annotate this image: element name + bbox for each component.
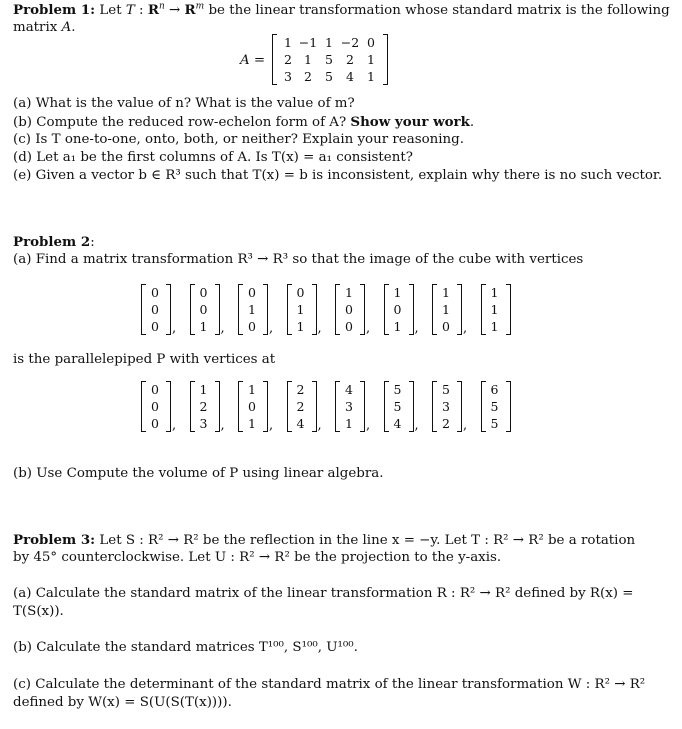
vector-entries — [292, 381, 312, 432]
vector-entries — [389, 381, 409, 432]
vector-entries — [437, 381, 457, 432]
vector-entry: 0 — [151, 285, 159, 300]
part-label: (c) — [13, 132, 36, 147]
vector-entry: 1 — [442, 302, 450, 317]
vector-entry: 0 — [151, 399, 159, 414]
matrix-entry: 1 — [325, 35, 333, 50]
vector-entry: 0 — [248, 399, 256, 414]
vector-entry: 1 — [199, 319, 208, 334]
vector-entry: 0 — [345, 319, 353, 334]
vector-entry: 1 — [296, 319, 305, 334]
vector-entry: 1 — [248, 416, 256, 431]
right-bracket — [409, 284, 414, 335]
matrix-entry: 0 — [367, 35, 375, 50]
vector-entries — [146, 381, 166, 432]
part-text-end: . — [469, 115, 475, 130]
vector-entry: 1 — [393, 285, 402, 300]
matrix-entry: 2 — [304, 69, 312, 84]
vector-entry: 3 — [442, 399, 450, 414]
comma-separator: , — [269, 321, 274, 336]
problem1-Rm: R — [184, 2, 196, 18]
right-bracket — [263, 381, 268, 432]
vector-entry: 0 — [248, 285, 256, 300]
problem1-part — [13, 113, 474, 132]
part-label: (a) — [13, 96, 36, 111]
vector-entries — [195, 381, 215, 432]
problem1-part — [13, 95, 355, 113]
comma-separator: , — [269, 418, 274, 433]
matrix-entry: 4 — [346, 69, 354, 84]
right-bracket — [457, 284, 462, 335]
vertex-vector — [335, 284, 365, 335]
vertex-vector — [141, 381, 171, 432]
problem1-m: m — [195, 1, 205, 12]
comma-separator: , — [317, 418, 322, 433]
problem1-intro-line2 — [13, 19, 76, 37]
vertex-vector — [432, 381, 462, 432]
vertex-vector — [287, 284, 317, 335]
vector-entry: 3 — [345, 399, 353, 414]
problem1-intro-rest: be the linear transformation whose standard matrix is the following — [204, 3, 670, 18]
vector-entry: 0 — [442, 319, 450, 334]
vector-entries — [389, 284, 409, 335]
matrix-entry: 1 — [367, 69, 375, 84]
matrix-entry: 5 — [325, 52, 333, 67]
problem2-image-text: is the parallelepiped P with vertices at — [13, 352, 276, 367]
vector-entry: 0 — [248, 319, 256, 334]
problem2-heading: Problem 2 — [13, 234, 91, 250]
matrix-entry: −2 — [340, 35, 360, 50]
right-bracket — [360, 381, 365, 432]
vector-entries — [243, 381, 263, 432]
problem3-line1-text: Let S : R² → R² be the reflection in the line x = −y. Let T : R² → R² be a rotation — [99, 533, 636, 548]
vector-entry: 0 — [296, 285, 305, 300]
vertex-vector — [141, 284, 171, 335]
right-bracket — [166, 381, 171, 432]
comma-separator: , — [414, 321, 419, 336]
right-bracket — [383, 34, 388, 85]
vertex-vector — [238, 284, 268, 335]
vertex-vector — [384, 284, 414, 335]
problem1-part — [13, 149, 413, 167]
vector-entry: 0 — [151, 302, 159, 317]
problem2-part-b: (b) Use Compute the volume of P using linear algebra. — [13, 466, 384, 481]
comma-separator: , — [220, 321, 225, 336]
vector-entry: 2 — [442, 416, 450, 431]
vector-entry: 5 — [393, 382, 402, 397]
vector-entry: 2 — [296, 399, 305, 414]
right-bracket — [263, 284, 268, 335]
vertex-vector — [384, 381, 414, 432]
vector-entry: 4 — [296, 416, 305, 431]
part-text: Compute the reduced row-echelon form of A? — [36, 115, 351, 130]
matrix-entry: −1 — [298, 35, 318, 50]
problem1-T: T — [125, 3, 135, 18]
vector-entry: 1 — [490, 285, 499, 300]
vector-entry: 1 — [199, 382, 208, 397]
comma-separator: , — [463, 321, 468, 336]
comma-separator: , — [463, 418, 468, 433]
comma-separator: , — [366, 321, 371, 336]
comma-separator: , — [317, 321, 322, 336]
problem1-intro-matrix: matrix — [13, 20, 58, 35]
vertex-vector — [238, 381, 268, 432]
vertex-vector — [190, 284, 220, 335]
vector-entry: 3 — [199, 416, 208, 431]
vector-entries — [340, 381, 360, 432]
part-text-bold: Show your work — [350, 114, 470, 130]
part-label: (d) — [13, 150, 37, 165]
vector-entry: 5 — [442, 382, 450, 397]
problem1-intro-let: Let — [99, 3, 122, 18]
right-bracket — [360, 284, 365, 335]
problem1-part — [13, 131, 464, 149]
problem3-heading: Problem 3: — [13, 532, 96, 548]
comma-separator: , — [220, 418, 225, 433]
matrix-entry: 3 — [284, 69, 292, 84]
vector-entry: 0 — [151, 416, 159, 431]
problem3-line2: by 45° counterclockwise. Let U : R² → R² be the projection to the y-axis. — [13, 550, 502, 565]
vector-entries — [340, 284, 360, 335]
vector-entry: 4 — [393, 416, 402, 431]
vector-entry: 0 — [151, 319, 159, 334]
vector-entry: 4 — [345, 382, 353, 397]
vector-entry: 1 — [442, 285, 450, 300]
vector-entry: 1 — [490, 302, 499, 317]
vector-entries — [486, 284, 506, 335]
vector-entries — [486, 381, 506, 432]
vector-entry: 5 — [490, 399, 499, 414]
comma-separator: , — [172, 321, 177, 336]
problem3-part-a2: T(S(x)). — [13, 604, 64, 619]
problem1-arrow: → — [164, 3, 185, 18]
vector-entry: 1 — [393, 319, 402, 334]
problem1-Rn: R — [147, 2, 159, 18]
vertex-vector — [481, 381, 511, 432]
problem1-n: n — [158, 1, 165, 12]
vector-entries — [292, 284, 312, 335]
vector-entry: 1 — [248, 302, 256, 317]
comma-separator: , — [172, 418, 177, 433]
vector-entry: 0 — [151, 382, 159, 397]
right-bracket — [215, 381, 220, 432]
comma-separator: , — [366, 418, 371, 433]
problem2-part-a: (a) Find a matrix transformation R³ → R³ so that the image of the cube with vertices — [13, 252, 584, 267]
problem2-heading-line — [13, 233, 95, 252]
vertex-vector — [335, 381, 365, 432]
vector-entries — [195, 284, 215, 335]
vertex-vector — [481, 284, 511, 335]
problem3-part-c1: (c) Calculate the determinant of the standard matrix of the linear transformation W : R² → R² — [13, 677, 646, 692]
problem3-line1 — [13, 531, 635, 550]
matrix-entry: 1 — [284, 35, 292, 50]
vector-entry: 2 — [296, 382, 305, 397]
matrix-entry: 5 — [325, 69, 333, 84]
vector-entries — [243, 284, 263, 335]
problem3-part-a1: (a) Calculate the standard matrix of the linear transformation R : R² → R² defined by R(x) = — [13, 586, 634, 601]
matrix-entry: 2 — [284, 52, 292, 67]
part-text: Given a vector b ∈ R³ such that T(x) = b is inconsistent, explain why there is no such vector. — [35, 168, 663, 183]
part-text: Let a₁ be the first columns of A. Is T(x) = a₁ consistent? — [36, 150, 413, 165]
problem2-heading-colon: : — [90, 235, 95, 250]
right-bracket — [409, 381, 414, 432]
vertex-vector — [190, 381, 220, 432]
problem1-intro — [13, 1, 670, 20]
vector-entry: 0 — [199, 285, 208, 300]
vector-entry: 0 — [199, 302, 208, 317]
vector-entry: 1 — [296, 302, 305, 317]
vector-entries — [437, 284, 457, 335]
problem3-part-b: (b) Calculate the standard matrices T¹⁰⁰, S¹⁰⁰, U¹⁰⁰. — [13, 640, 358, 655]
vertex-vector — [287, 381, 317, 432]
matrix-A-label: A = — [240, 53, 266, 68]
right-bracket — [457, 381, 462, 432]
part-label: (e) — [13, 168, 36, 183]
matrix-entry: 1 — [367, 52, 375, 67]
right-bracket — [215, 284, 220, 335]
vector-entry: 2 — [199, 399, 208, 414]
comma-separator: , — [414, 418, 419, 433]
right-bracket — [312, 284, 317, 335]
vector-entry: 0 — [393, 302, 402, 317]
problem1-heading: Problem 1: — [13, 2, 96, 18]
vector-entry: 1 — [345, 285, 353, 300]
part-text: Is T one-to-one, onto, both, or neither? Explain your reasoning. — [35, 132, 465, 147]
matrix-entry: 1 — [304, 52, 312, 67]
part-label: (b) — [13, 115, 37, 130]
vector-entry: 5 — [490, 416, 499, 431]
vector-entry: 1 — [490, 319, 499, 334]
vector-entry: 1 — [248, 382, 256, 397]
vector-entry: 6 — [490, 382, 499, 397]
vector-entry: 1 — [345, 416, 353, 431]
problem1-part — [13, 167, 662, 185]
matrix-A-grid — [277, 34, 383, 85]
problem1-colon: : — [134, 3, 148, 18]
vertex-vector — [432, 284, 462, 335]
matrix-entry: 2 — [346, 52, 354, 67]
problem1-A: A — [61, 20, 72, 35]
problem1-period: . — [71, 20, 76, 35]
right-bracket — [506, 381, 511, 432]
vector-entries — [146, 284, 166, 335]
matrix-A — [272, 34, 388, 85]
right-bracket — [166, 284, 171, 335]
right-bracket — [312, 381, 317, 432]
part-text: What is the value of n? What is the value of m? — [35, 96, 355, 111]
vector-entry: 0 — [345, 302, 353, 317]
vector-entry: 5 — [393, 399, 402, 414]
right-bracket — [506, 284, 511, 335]
problem3-part-c2: defined by W(x) = S(U(S(T(x)))). — [13, 695, 232, 710]
